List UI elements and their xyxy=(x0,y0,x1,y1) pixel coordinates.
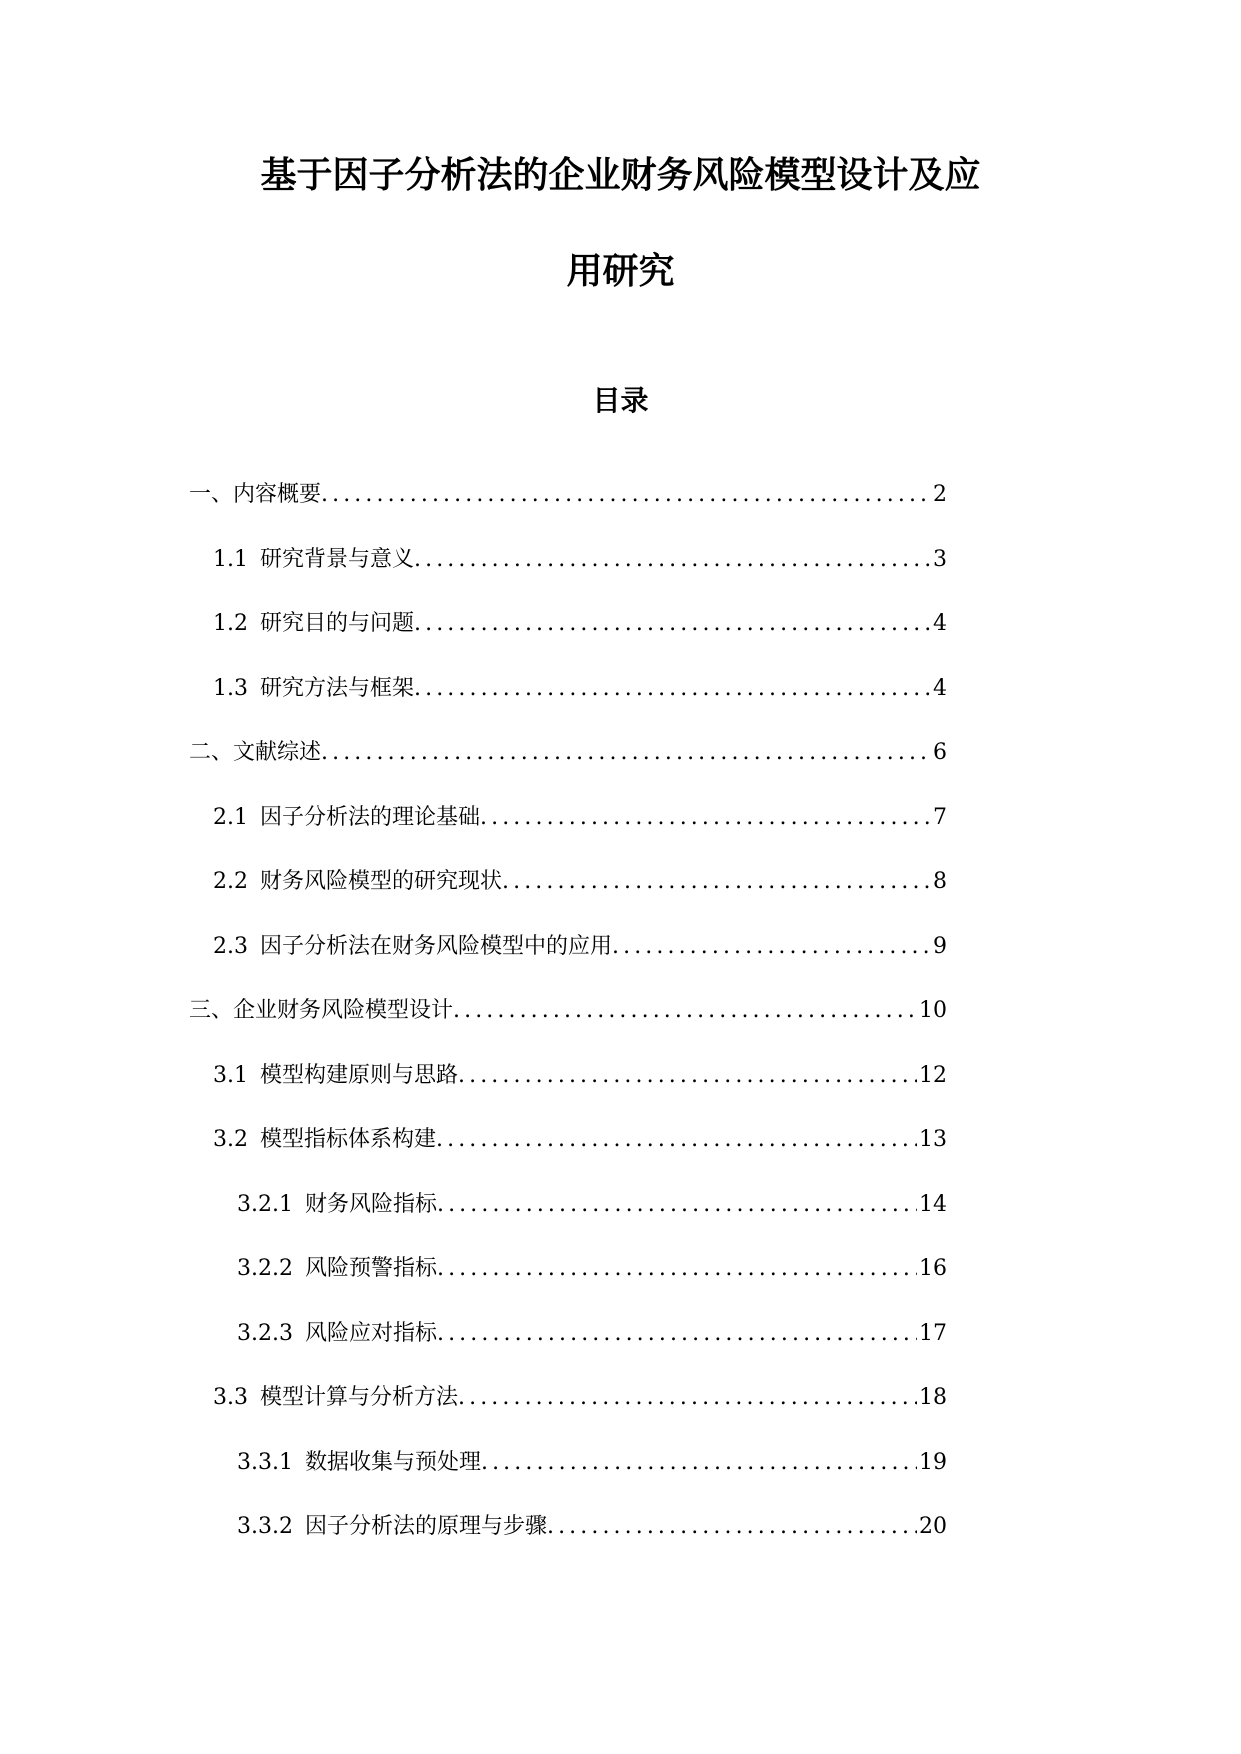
toc-entry-page-number: 17 xyxy=(919,1320,947,1346)
toc-entry[interactable] xyxy=(213,1381,947,1415)
toc-entry-label: 财务风险模型的研究现状 xyxy=(260,869,503,894)
toc-dot-leader xyxy=(453,994,917,1028)
toc-entry-page-number: 2 xyxy=(933,482,947,507)
toc-entry-page-number: 4 xyxy=(933,611,947,636)
toc-entry[interactable] xyxy=(237,1252,947,1286)
toc-entry-label: 数据收集与预处理 xyxy=(304,1449,481,1475)
toc-dot-leader xyxy=(547,1510,917,1544)
toc-entry[interactable] xyxy=(213,543,947,577)
toc-entry-label: 因子分析法的理论基础 xyxy=(260,804,481,830)
toc-dot-leader xyxy=(414,607,931,641)
toc-entry-label: 风险预警指标 xyxy=(304,1256,437,1281)
toc-entry-number: 3.2 xyxy=(213,1127,248,1152)
toc-dot-leader xyxy=(436,1123,917,1157)
toc-entry-page-number: 6 xyxy=(933,740,947,765)
toc-entry[interactable] xyxy=(237,1446,947,1480)
toc-entry-label: 因子分析法的原理与步骤 xyxy=(304,1514,547,1539)
toc-entry-number: 1.2 xyxy=(213,611,248,636)
toc-entry[interactable] xyxy=(237,1188,947,1222)
toc-entry-number: 1.3 xyxy=(213,675,248,701)
toc-entry[interactable] xyxy=(213,1123,947,1157)
toc-entry-page-number: 4 xyxy=(933,675,947,701)
toc-dot-leader xyxy=(480,801,931,835)
toc-entry-number: 3.2.2 xyxy=(237,1256,293,1281)
toc-entry-page-number: 8 xyxy=(933,869,947,894)
toc-entry[interactable] xyxy=(213,672,947,706)
toc-entry[interactable] xyxy=(213,865,947,899)
toc-entry-label: 一、内容概要 xyxy=(189,482,322,507)
toc-entry[interactable] xyxy=(189,994,947,1028)
toc-entry-page-number: 14 xyxy=(919,1191,947,1217)
toc-entry-number: 3.1 xyxy=(213,1062,248,1088)
toc-entry[interactable] xyxy=(213,801,947,835)
toc-entry-number: 3.2.3 xyxy=(237,1320,293,1346)
toc-entry-label: 模型指标体系构建 xyxy=(260,1127,437,1152)
toc-entry-label: 模型计算与分析方法 xyxy=(260,1385,459,1410)
toc-entry-page-number: 7 xyxy=(933,804,947,830)
toc-entry-page-number: 19 xyxy=(919,1449,947,1475)
toc-entry-page-number: 12 xyxy=(919,1062,947,1088)
toc-entry-label: 研究目的与问题 xyxy=(260,611,415,636)
toc-entry-label: 因子分析法在财务风险模型中的应用 xyxy=(260,933,613,959)
toc-entry-label: 风险应对指标 xyxy=(304,1320,437,1346)
toc-entry-number: 1.1 xyxy=(213,546,248,572)
toc-entry-number: 3.3.2 xyxy=(237,1514,293,1539)
toc-entry[interactable] xyxy=(213,607,947,641)
toc-dot-leader xyxy=(437,1252,917,1286)
toc-entry-label: 模型构建原则与思路 xyxy=(260,1062,459,1088)
toc-dot-leader xyxy=(437,1317,917,1351)
toc-entry-page-number: 20 xyxy=(919,1514,947,1539)
toc-entry[interactable] xyxy=(237,1317,947,1351)
toc-dot-leader xyxy=(437,1188,917,1222)
toc-entry-number: 3.2.1 xyxy=(237,1191,293,1217)
document-title-line-2: 用研究 xyxy=(566,251,675,292)
toc-heading: 目录 xyxy=(592,384,649,417)
toc-dot-leader xyxy=(321,478,931,512)
toc-entry[interactable] xyxy=(213,1059,947,1093)
toc-dot-leader xyxy=(321,736,931,770)
toc-dot-leader xyxy=(458,1381,917,1415)
toc-dot-leader xyxy=(414,543,931,577)
toc-entry[interactable] xyxy=(189,736,947,770)
toc-entry-label: 研究背景与意义 xyxy=(260,546,415,572)
toc-entry-page-number: 16 xyxy=(919,1256,947,1281)
toc-entry-number: 2.2 xyxy=(213,869,248,894)
toc-dot-leader xyxy=(612,930,931,964)
toc-entry-page-number: 3 xyxy=(933,546,947,572)
toc-dot-leader xyxy=(458,1059,917,1093)
toc-entry-page-number: 9 xyxy=(933,933,947,959)
toc-entry-page-number: 13 xyxy=(919,1127,947,1152)
toc-entry[interactable] xyxy=(237,1510,947,1544)
toc-dot-leader xyxy=(414,672,931,706)
toc-entry[interactable] xyxy=(189,478,947,512)
toc-entry-page-number: 10 xyxy=(919,998,947,1023)
toc-entry-number: 2.1 xyxy=(213,804,248,830)
document-title-line-1: 基于因子分析法的企业财务风险模型设计及应 xyxy=(260,155,981,196)
toc-dot-leader xyxy=(481,1446,917,1480)
toc-entry-number: 3.3 xyxy=(213,1385,248,1410)
toc-entry-label: 财务风险指标 xyxy=(304,1191,437,1217)
toc-entry-label: 二、文献综述 xyxy=(189,740,322,765)
toc-entry[interactable] xyxy=(213,930,947,964)
toc-entry-page-number: 18 xyxy=(919,1385,947,1410)
toc-dot-leader xyxy=(502,865,931,899)
toc-entry-label: 研究方法与框架 xyxy=(260,675,415,701)
toc-entry-number: 3.3.1 xyxy=(237,1449,293,1475)
toc-entry-number: 2.3 xyxy=(213,933,248,959)
toc-entry-label: 三、企业财务风险模型设计 xyxy=(189,998,454,1023)
